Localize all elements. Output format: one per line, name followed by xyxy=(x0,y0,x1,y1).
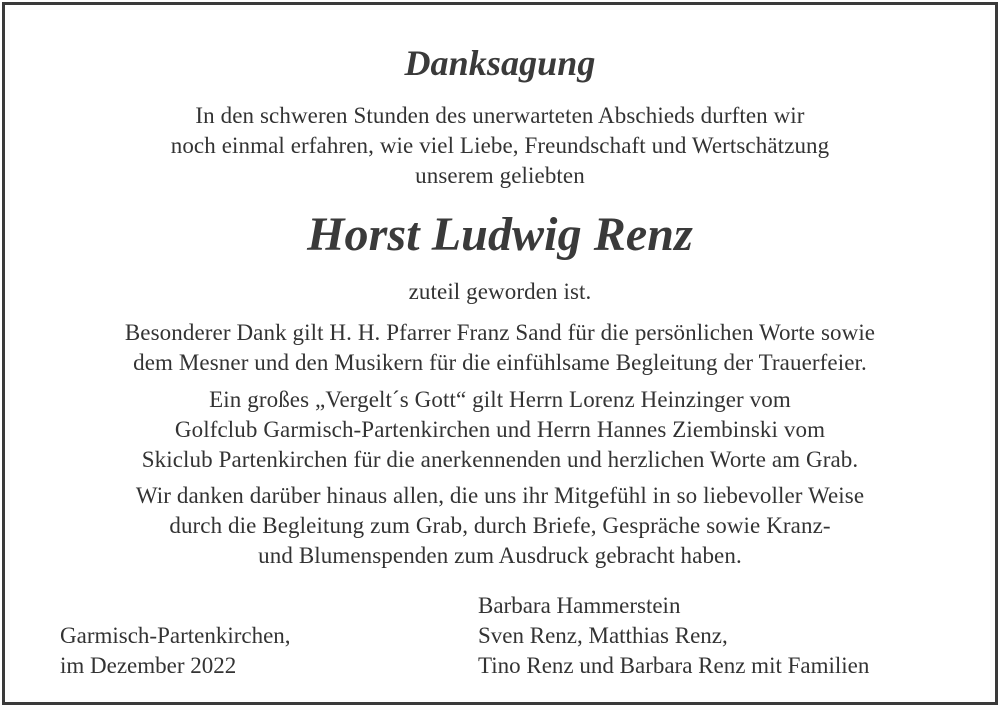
deceased-name: Horst Ludwig Renz xyxy=(307,208,693,261)
signatory-line: Tino Renz und Barbara Renz mit Familien xyxy=(478,653,870,678)
intro-line: In den schweren Stunden des unerwarteten Abschieds durften wir xyxy=(195,103,805,128)
thanks-line: Ein großes „Vergelt´s Gott“ gilt Herrn Lorenz Heinzinger vom xyxy=(209,387,791,412)
intro-line: unserem geliebten xyxy=(415,163,585,188)
thanks-line: und Blumenspenden zum Ausdruck gebracht haben. xyxy=(258,543,742,568)
thanks-line: Besonderer Dank gilt H. H. Pfarrer Franz Sand für die persönlichen Worte sowie xyxy=(124,320,876,345)
thanks-line: dem Mesner und den Musikern für die einfühlsame Begleitung der Trauerfeier. xyxy=(133,350,867,375)
signatory-line: Barbara Hammerstein xyxy=(478,593,681,618)
notice-heading: Danksagung xyxy=(404,43,596,83)
thanks-line: durch die Begleitung zum Grab, durch Briefe, Gespräche sowie Kranz- xyxy=(169,513,831,538)
date-line: im Dezember 2022 xyxy=(60,653,237,678)
intro-line: noch einmal erfahren, wie viel Liebe, Freundschaft und Wertschätzung xyxy=(170,133,830,158)
place-line: Garmisch-Partenkirchen, xyxy=(60,623,291,648)
thanks-line: Golfclub Garmisch-Partenkirchen und Herrn Hannes Ziembinski vom xyxy=(174,417,826,442)
thanks-line: Skiclub Partenkirchen für die anerkennenden und herzlichen Worte am Grab. xyxy=(141,447,859,472)
thanks-line: Wir danken darüber hinaus allen, die uns ihr Mitgefühl in so liebevoller Weise xyxy=(135,483,865,508)
signatory-line: Sven Renz, Matthias Renz, xyxy=(478,623,728,648)
after-name-line: zuteil geworden ist. xyxy=(408,279,592,304)
